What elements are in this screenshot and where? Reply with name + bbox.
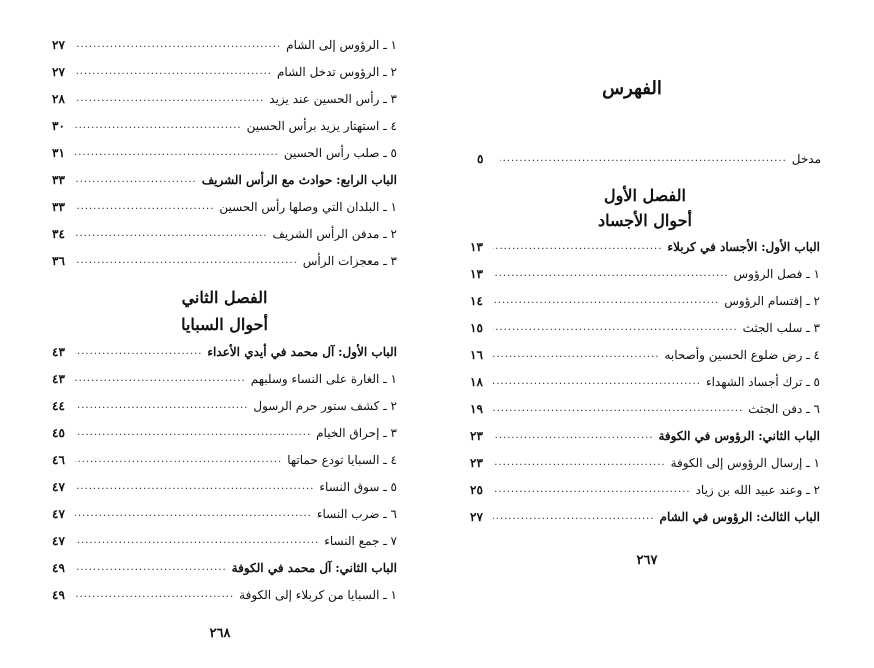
leader-dots [75, 142, 279, 164]
toc-entry-page: ١٣ [470, 267, 483, 281]
section-subheading-1: أحوال الأجساد [598, 211, 692, 230]
toc-entry-title [301, 250, 397, 272]
toc-entry-title [704, 371, 820, 393]
page-title: الفهرس [602, 78, 662, 99]
leader-dots [75, 223, 268, 245]
toc-entry-page: ٤٣ [52, 345, 65, 359]
page-number-right: ٢٦٧ [636, 553, 658, 568]
leader-dots [75, 88, 264, 110]
toc-entry-title [251, 395, 397, 417]
page-number-left: ٢٦٨ [209, 626, 231, 641]
chapter-label: الباب الثالث: [756, 510, 820, 524]
toc-entry-text: ٢ ـ الرؤوس تدخل الشام [276, 65, 397, 79]
leader-dots [493, 398, 743, 420]
toc-entry-page: ٢٨ [52, 92, 65, 106]
toc-entry [52, 250, 397, 272]
toc-entry [52, 395, 397, 417]
toc-entry-title [267, 88, 397, 110]
toc-entry-title [317, 476, 397, 498]
toc-entry [470, 506, 820, 528]
toc-entry-title [217, 196, 397, 218]
toc-entry-text: ١ ـ الرؤوس إلى الشام [286, 38, 397, 52]
toc-entry [470, 344, 820, 366]
leader-dots [75, 422, 311, 444]
toc-entry-page: ٣٣ [52, 200, 65, 214]
toc-entry [52, 422, 397, 444]
toc-entry-title [271, 223, 398, 245]
toc-entry [52, 584, 397, 606]
toc-entry-page: ٣٦ [52, 254, 65, 268]
toc-entry-title [245, 115, 397, 137]
toc-entry-page: ٤٧ [52, 480, 65, 494]
leader-dots [75, 250, 298, 272]
toc-entry-title [694, 479, 820, 501]
toc-entry-intro [477, 148, 821, 170]
leader-dots [75, 61, 272, 83]
toc-entry-title [275, 61, 397, 83]
toc-entry-text: ٤ ـ استهتار يزيد برأس الحسين [246, 119, 397, 133]
toc-entry-page: ٥ [477, 152, 484, 166]
toc-entry-text: ٤ ـ رض ضلوع الحسين وأصحابه [664, 348, 820, 362]
toc-entry-title [746, 398, 820, 420]
leader-dots [75, 368, 246, 390]
toc-entry-page: ٤٩ [52, 588, 65, 602]
chapter-label: الباب الرابع: [336, 173, 397, 187]
toc-entry-page: ١٥ [470, 321, 483, 335]
toc-entry-page: ٤٣ [52, 372, 65, 386]
leader-dots [75, 476, 314, 498]
toc-entry-title [205, 341, 397, 363]
toc-entry [470, 290, 820, 312]
toc-entry-page: ٢٣ [470, 429, 483, 443]
chapter-label: الباب الأول: [338, 345, 397, 359]
chapter-label: الباب الأول: [761, 240, 820, 254]
toc-entry [52, 341, 397, 363]
leader-dots [75, 557, 227, 579]
toc-entry-title [665, 236, 820, 258]
toc-entry [470, 425, 820, 447]
toc-entry-title [722, 290, 820, 312]
toc-entry-page: ٢٧ [52, 38, 65, 52]
toc-entry-page: ١٨ [470, 375, 483, 389]
toc-entry-page: ٢٧ [470, 510, 483, 524]
toc-entry [52, 530, 397, 552]
toc-entry-text: ٢ ـ إقتسام الرؤوس [724, 294, 820, 308]
toc-entry-title [249, 368, 397, 390]
leader-dots [493, 371, 701, 393]
leader-dots [75, 395, 248, 417]
toc-entry-text: ٢ ـ كشف ستور حرم الرسول [253, 399, 397, 413]
toc-entry-text: ٣ ـ معجزات الرأس [302, 254, 397, 268]
toc-entry-text: ٣ ـ رأس الحسين عند يزيد [269, 92, 397, 106]
leader-dots [75, 503, 312, 525]
toc-entry-text: ٣ ـ إحراق الخيام [316, 426, 397, 440]
toc-entry-page: ٣٣ [52, 173, 65, 187]
toc-entry-page: ٤٦ [52, 453, 65, 467]
toc-entry [470, 371, 820, 393]
toc-entry-text: ٥ ـ سوق النساء [319, 480, 397, 494]
toc-entry-title: مدخل [791, 152, 821, 166]
toc-entry [52, 169, 397, 191]
toc-entry-text: حوادث مع الرأس الشريف [201, 173, 333, 187]
toc-entry-text: ٢ ـ مدفن الرأس الشريف [272, 227, 397, 241]
toc-entry-page: ٢٧ [52, 65, 65, 79]
leader-dots [493, 290, 719, 312]
toc-entry-title [322, 530, 397, 552]
right-page [437, 0, 874, 668]
toc-entry-text: ٤ ـ السبايا تودع حماتها [287, 453, 397, 467]
leader-dots [75, 584, 234, 606]
toc-entry-text: الرؤوس في الكوفة [658, 429, 755, 443]
toc-entry-text: آل محمد في أيدي الأعداء [207, 345, 335, 359]
toc-entry-text: ٥ ـ صلب رأس الحسين [283, 146, 397, 160]
toc-entry-title [656, 425, 820, 447]
toc-entry [470, 317, 820, 339]
toc-entry [52, 557, 397, 579]
toc-entry-text: ١ ـ السبايا من كربلاء إلى الكوفة [239, 588, 397, 602]
toc-entry-page: ٣٤ [52, 227, 65, 241]
section-heading-1: الفصل الأول [604, 186, 686, 205]
toc-entry-text: ٢ ـ وعند عبيد الله بن زياد [695, 483, 820, 497]
toc-entry [470, 452, 820, 474]
leader-dots [493, 263, 729, 285]
toc-entry-text: آل محمد في الكوفة [231, 561, 332, 575]
toc-entry-page: ١٦ [470, 348, 483, 362]
leader-dots [493, 317, 738, 339]
leader-dots [493, 479, 691, 501]
toc-entry-page: ٣١ [52, 146, 65, 160]
toc-entry-text: ٧ ـ جمع النساء [324, 534, 397, 548]
toc-entry-text: ٣ ـ سلب الجثث [742, 321, 820, 335]
leader-dots [493, 236, 662, 258]
toc-entry-text: ٦ ـ ضرب النساء [316, 507, 397, 521]
section-subheading-2: أحوال السبايا [181, 315, 268, 334]
toc-entry-page: ٤٩ [52, 561, 65, 575]
toc-entry [470, 479, 820, 501]
toc-entry-title [741, 317, 820, 339]
leader-dots [75, 196, 214, 218]
leader-dots [75, 341, 202, 363]
toc-entry [470, 236, 820, 258]
toc-entry-page: ١٩ [470, 402, 483, 416]
leader-dots [75, 115, 242, 137]
toc-entry-page: ٤٤ [52, 399, 65, 413]
leader-dots [493, 506, 655, 528]
leader-dots [493, 452, 666, 474]
toc-entry-text: ١ ـ فصل الرؤوس [733, 267, 820, 281]
toc-entry-page: ٢٥ [470, 483, 483, 497]
toc-entry [52, 115, 397, 137]
toc-entry-title [282, 142, 397, 164]
toc-entry [52, 503, 397, 525]
toc-entry-text: ٥ ـ ترك أجساد الشهداء [705, 375, 820, 389]
toc-entry [52, 142, 397, 164]
toc-entry [52, 61, 397, 83]
toc-entry [52, 449, 397, 471]
toc-entry-text: ١ ـ إرسال الرؤوس إلى الكوفة [670, 456, 820, 470]
leader-dots [500, 148, 787, 170]
toc-entry-page: ٣٠ [52, 119, 65, 133]
leader-dots [75, 34, 281, 56]
chapter-label: الباب الثاني: [758, 429, 820, 443]
toc-entry-title [230, 557, 397, 579]
toc-entry-page: ١٣ [470, 240, 483, 254]
toc-entry-page: ١٤ [470, 294, 483, 308]
leader-dots [493, 425, 653, 447]
toc-entry [52, 223, 397, 245]
toc-entry-title [315, 503, 397, 525]
toc-entry-text: ٦ ـ دفن الجثث [748, 402, 820, 416]
toc-entry-page: ٤٧ [52, 507, 65, 521]
toc-entry-page: ٤٧ [52, 534, 65, 548]
toc-entry-title [284, 34, 397, 56]
leader-dots [75, 449, 282, 471]
toc-entry-page: ٤٥ [52, 426, 65, 440]
section-heading-2: الفصل الثاني [181, 288, 268, 307]
toc-entry-title [732, 263, 821, 285]
toc-entry-title [658, 506, 820, 528]
leader-dots [493, 344, 659, 366]
toc-entry-title [662, 344, 820, 366]
chapter-label: الباب الثاني: [335, 561, 397, 575]
toc-entry [52, 476, 397, 498]
toc-entry-title [314, 422, 397, 444]
leader-dots [75, 169, 197, 191]
toc-entry [470, 263, 820, 285]
toc-entry-text: ١ ـ البلدان التي وصلها رأس الحسين [219, 200, 397, 214]
toc-entry-text: ١ ـ الغارة على النساء وسلبهم [250, 372, 397, 386]
toc-entry [52, 88, 397, 110]
toc-entry-title [285, 449, 397, 471]
toc-entry [52, 34, 397, 56]
leader-dots [75, 530, 319, 552]
toc-entry-title [669, 452, 820, 474]
toc-entry [52, 368, 397, 390]
toc-entry-title [200, 169, 397, 191]
toc-entry-text: الرؤوس في الشام [659, 510, 753, 524]
toc-entry-page: ٢٣ [470, 456, 483, 470]
toc-entry [470, 398, 820, 420]
toc-entry-text: الأجساد في كربلاء [667, 240, 758, 254]
toc-entry [52, 196, 397, 218]
toc-entry-title [237, 584, 397, 606]
